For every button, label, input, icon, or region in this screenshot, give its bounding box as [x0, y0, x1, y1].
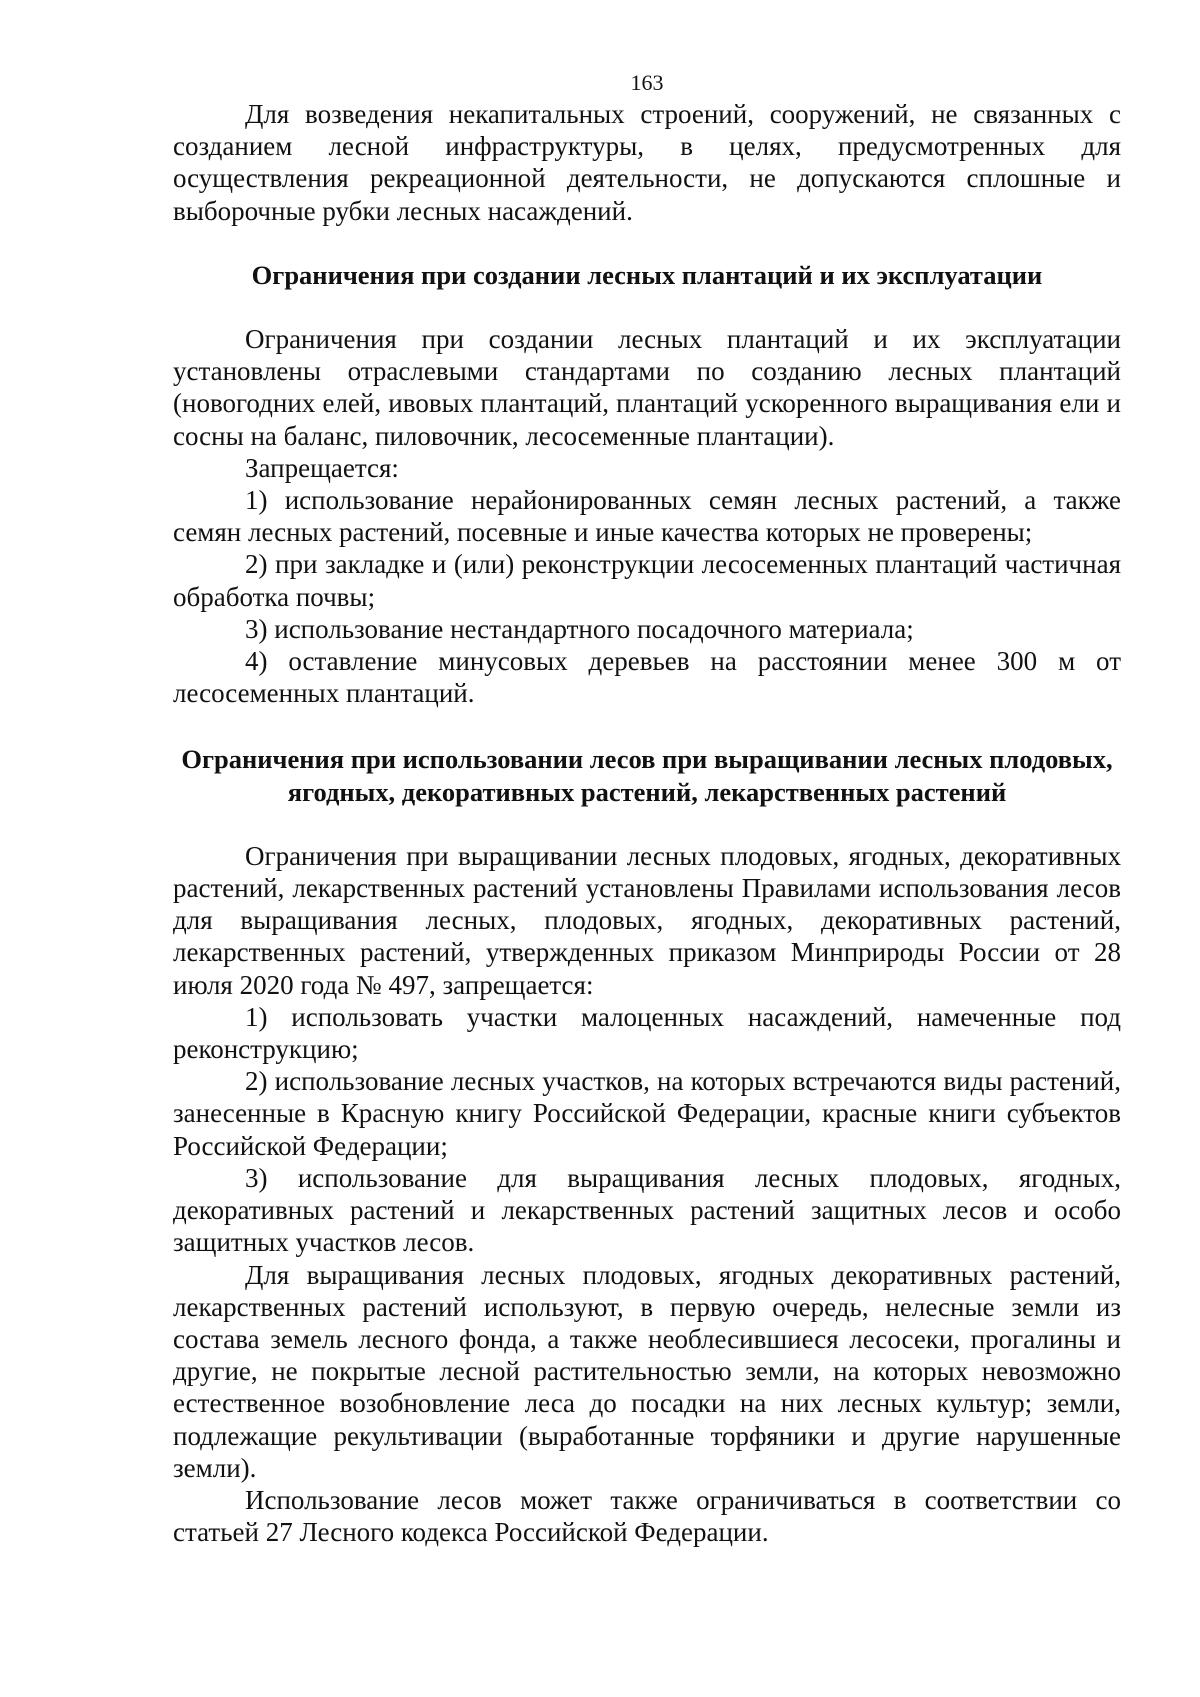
list-item: 2) использование лесных участков, на которых встречаются виды растений, занесенные в Красную книгу Российской Федерации, красные книги субъектов Российской Федерации; [173, 1066, 1121, 1161]
list-item: 1) использование нерайонированных семян лесных растений, а также семян лесных растений, посевные и иные качества которых не проверены; [173, 485, 1121, 548]
paragraph: Ограничения при выращивании лесных плодовых, ягодных, декоративных растений, лекарственных растений установлены Правилами использования лесов для выращивания лесных, плодовых, ягодных, декоративных растений, лекарственных растений, утвержденных приказом Минприроды России от 28 июля 2020 года № 497, запрещается: [173, 840, 1121, 1000]
list-item: 2) при закладке и (или) реконструкции лесосеменных плантаций частичная обработка почвы; [173, 549, 1121, 612]
section-heading-plantations: Ограничения при создании лесных плантаций и их эксплуатации [251, 259, 1043, 290]
paragraph: Для выращивания лесных плодовых, ягодных декоративных растений, лекарственных растений используют, в первую очередь, нелесные земли из состава земель лесного фонда, а также необлесившиеся лесосеки, прогалины и другие, не покрытые лесной растительностью земли, на которых невозможно естественное возобновление леса до посадки на них лесных культур; земли, подлежащие рекультивации (выработанные торфяники и другие нарушенные земли). [173, 1259, 1121, 1483]
list-item: 4) оставление минусовых деревьев на расстоянии менее 300 м от лесосеменных плантаций. [173, 646, 1121, 709]
list-item: 3) использование для выращивания лесных плодовых, ягодных, декоративных растений и лекарственных растений защитных лесов и особо защитных участков лесов. [173, 1162, 1121, 1258]
paragraph: Запрещается: [245, 452, 399, 483]
document-page [173, 68, 1121, 1548]
section-heading-cultivation: Ограничения при использовании лесов при выращивании лесных плодовых, ягодных, декоративных растений, лекарственных растений [181, 744, 1113, 807]
paragraph: Использование лесов может также ограничиваться в соответствии со статьей 27 Лесного кодекса Российской Федерации. [173, 1484, 1121, 1548]
list-item: 3) использование нестандартного посадочного материала; [245, 613, 914, 644]
paragraph: Для возведения некапитальных строений, сооружений, не связанных с созданием лесной инфраструктуры, в целях, предусмотренных для осуществления рекреационной деятельности, не допускаются сплошные и выборочные рубки лесных насаждений. [173, 99, 1121, 226]
paragraph: Ограничения при создании лесных плантаций и их эксплуатации установлены отраслевыми стандартами по созданию лесных плантаций (новогодних елей, ивовых плантаций, плантаций ускоренного выращивания ели и сосны на баланс, пиловочник, лесосеменные плантации). [173, 324, 1121, 451]
spacer [173, 227, 1121, 259]
spacer [173, 291, 1121, 323]
spacer [173, 808, 1121, 840]
page-number: 163 [630, 70, 664, 95]
spacer [173, 709, 1121, 743]
list-item: 1) использовать участки малоценных насаждений, намеченные под реконструкцию; [173, 1001, 1121, 1065]
